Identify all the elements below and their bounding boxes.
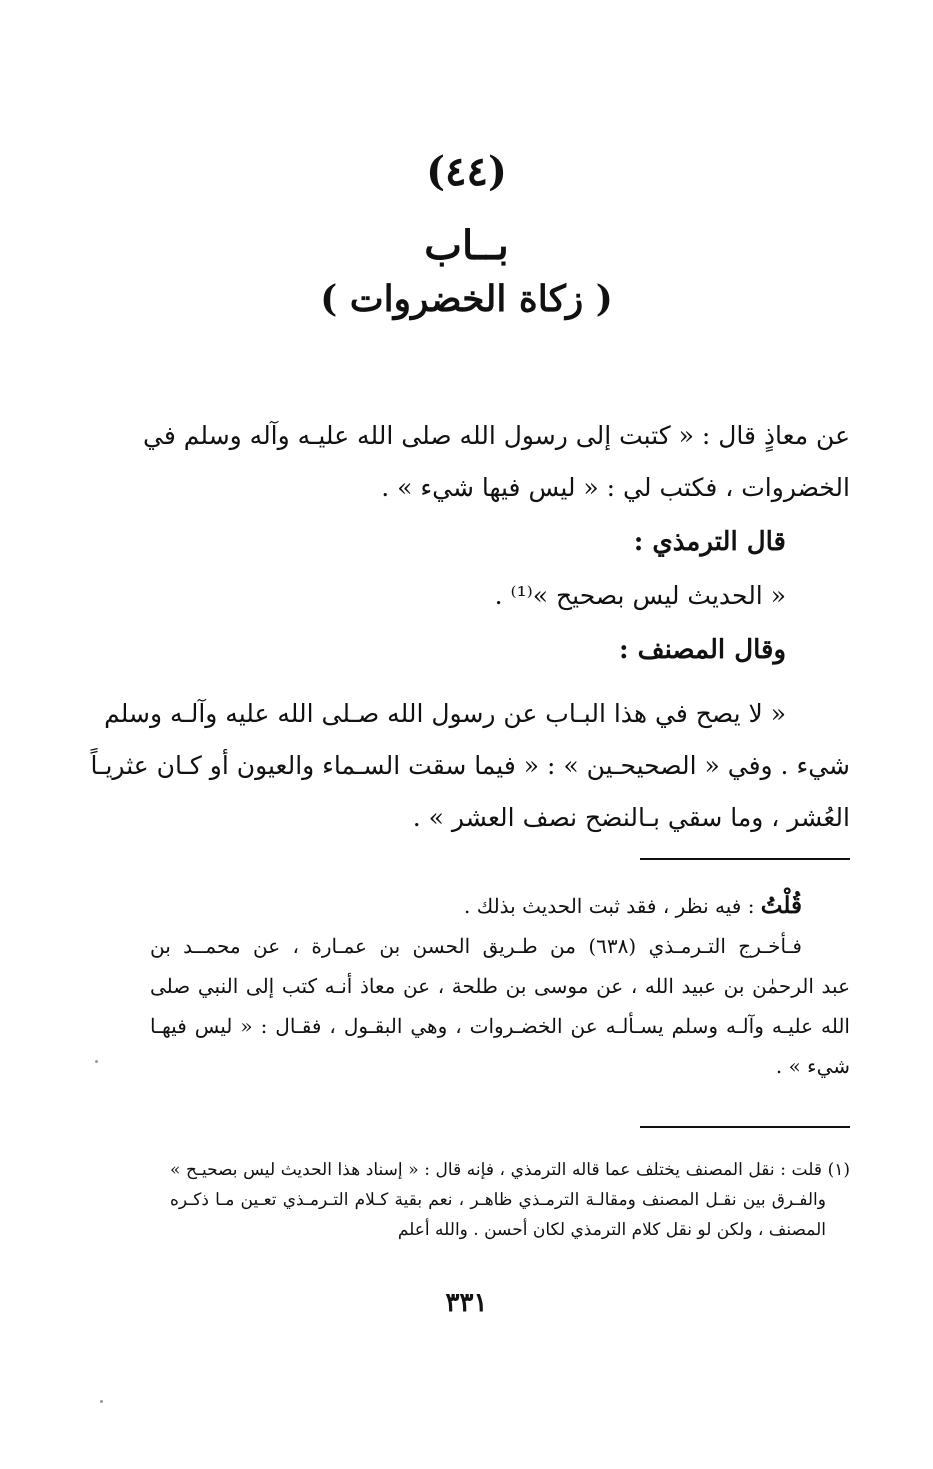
musannif-line: شيء . وفي « الصحيحـين » : « فيما سقت السـماء والعيون أو كـان عثريـاً	[90, 751, 850, 780]
section-divider	[640, 858, 850, 860]
chapter-title: ( زكاة الخضروات )	[320, 278, 613, 320]
musannif-heading: وقال المصنف :	[619, 635, 786, 665]
musannif-paragraph	[90, 688, 850, 844]
musannif-line: « لا يصح في هذا البـاب عن رسول الله صـلى الله عليه وآلـه وسلم	[104, 699, 786, 728]
tirmidhi-quote: « الحديث ليس بصحيح »⁽¹⁾ .	[494, 581, 786, 610]
comment-line: شيء » .	[775, 1054, 850, 1078]
footnote-divider	[640, 1126, 850, 1128]
scan-speck	[95, 1060, 98, 1063]
hadith-line: عن معاذٍ قال : « كتبت إلى رسول الله صلى الله عليـه وآله وسلم في	[143, 421, 850, 450]
musannif-line: العُشر ، وما سقي بـالنضح نصف العشر » .	[412, 803, 850, 832]
qult-rest: : فيه نظر ، فقد ثبت الحديث بذلك .	[464, 894, 761, 918]
qult-word: قُلْتُ	[760, 892, 802, 919]
tirmidhi-heading: قال الترمذي :	[633, 527, 786, 557]
comment-line: الله عليـه وآلـه وسلم يسـألـه عن الخضـروات ، وهي البقـول ، فقـال : « ليس فيهـا	[150, 1014, 850, 1038]
footnote	[170, 1155, 850, 1245]
comment-line: فـأخـرج التـرمـذي (٦٣٨) من طـريق الحسن بن عمـارة ، عن محمــد بن	[150, 934, 802, 958]
tirmidhi-section	[150, 516, 850, 622]
musannif-section	[150, 624, 850, 676]
footnote-line: المصنف ، ولكن لو نقل كلام الترمذي لكان أحسن . والله أعلم	[397, 1220, 826, 1240]
chapter-bab-heading: بــاب	[424, 222, 509, 269]
footnote-line: (١) قلت : نقل المصنف يختلف عما قاله الترمذي ، فإنه قال : « إسناد هذا الحديث ليس بصحيـح »	[170, 1160, 850, 1180]
chapter-number: (٤٤)	[426, 148, 507, 195]
footnote-line: والفـرق بين نقـل المصنف ومقالـة الترمـذي ظاهـر ، نعم بقية كـلام التـرمـذي تعـين مـا ذكـره	[170, 1190, 826, 1210]
comment-qult-line	[150, 886, 850, 926]
comment-line: عبد الرحمٰن بن عبيد الله ، عن موسى بن طلحة ، عن معاذ أنـه كتب إلى النبي صلى	[150, 974, 850, 998]
scan-speck	[100, 1400, 103, 1403]
page-number: ٣٣١	[445, 1288, 488, 1318]
comment-paragraph	[150, 886, 850, 1086]
hadith-paragraph	[143, 410, 850, 514]
hadith-line: الخضروات ، فكتب لي : « ليس فيها شيء » .	[381, 473, 850, 502]
